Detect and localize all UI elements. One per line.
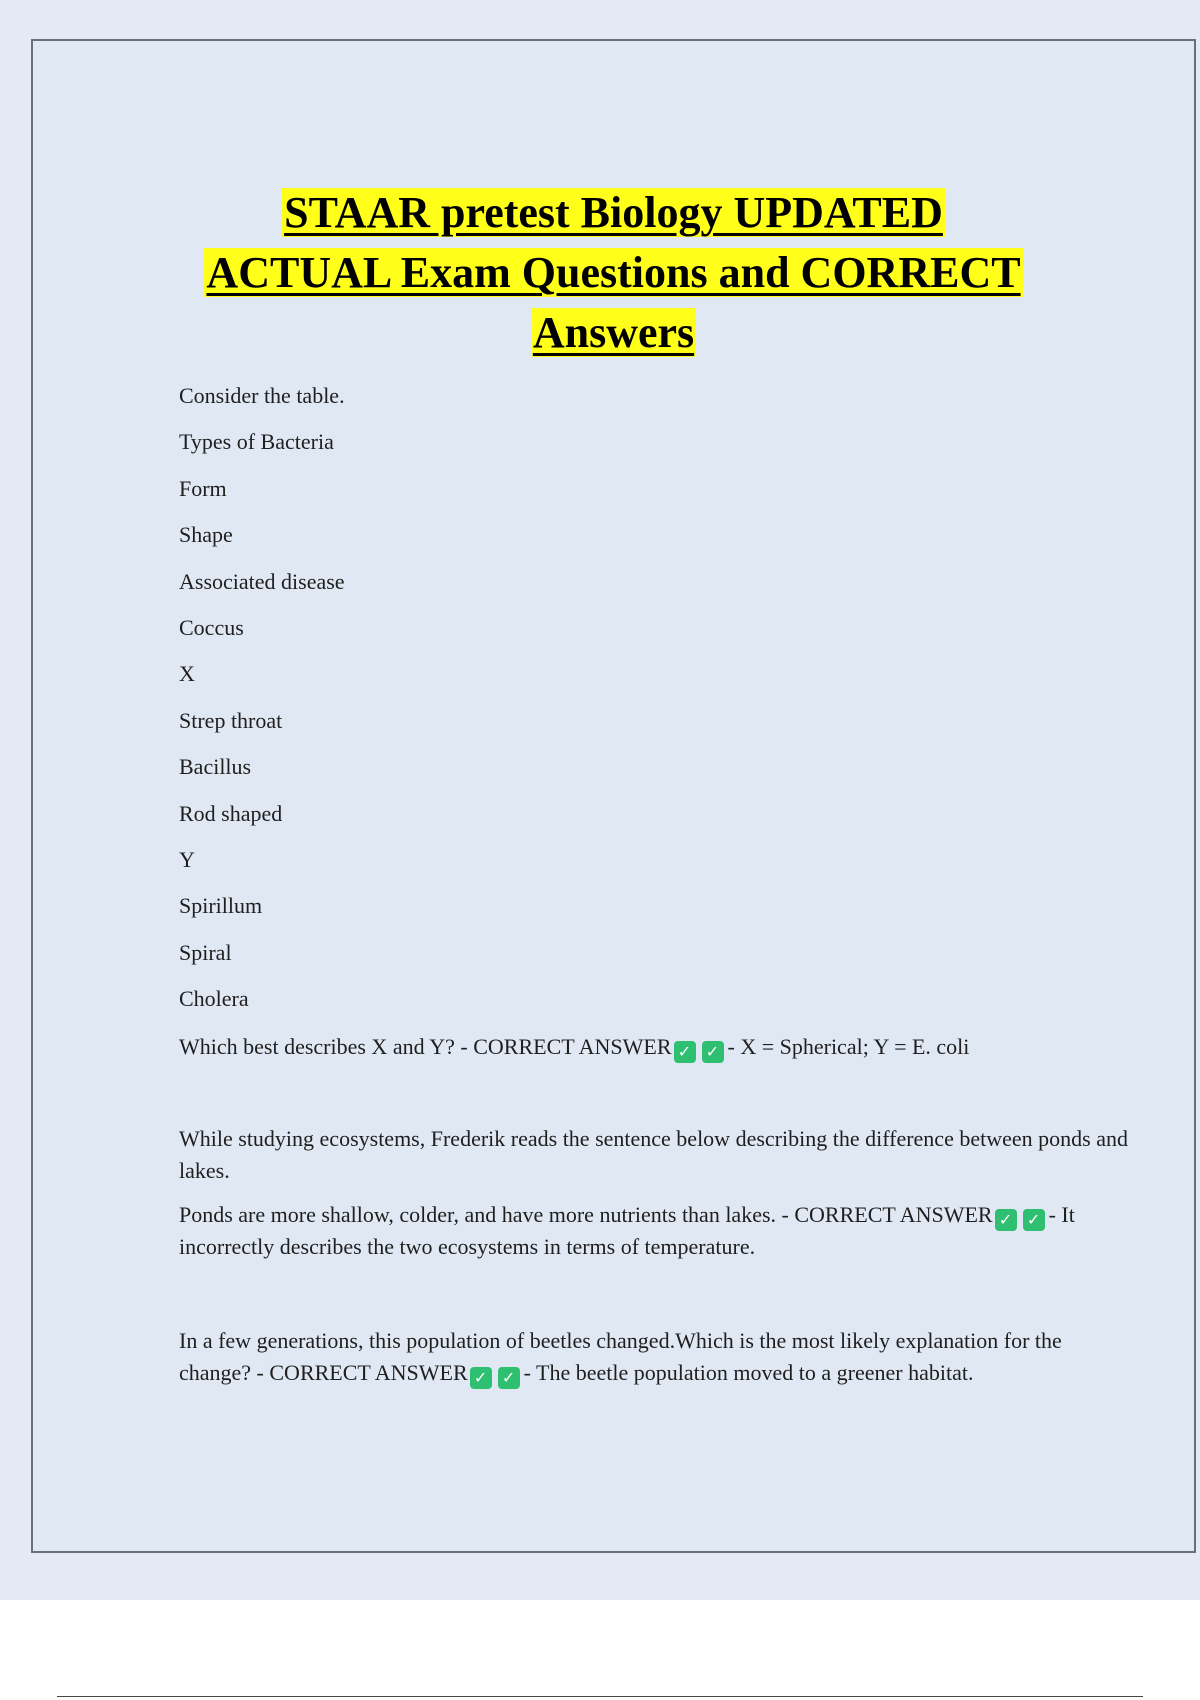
text-line: Rod shaped	[179, 800, 283, 826]
text-line: X	[179, 661, 195, 687]
title-line-3: Answers	[532, 308, 695, 357]
question-and-answer	[179, 1199, 1129, 1263]
text-line: Bacillus	[179, 754, 252, 780]
text-line: Consider the table.	[179, 383, 345, 408]
question-text: In a few generations, this population of beetles changed.Which is the most likely explanation for the change? - CORRECT ANSWER	[179, 1327, 1062, 1385]
title-line-1: STAAR pretest Biology UPDATED	[284, 188, 943, 237]
answer-text: - X = Spherical; Y = E. coli	[727, 1034, 970, 1060]
question-text: Which best describes X and Y? - CORRECT ANSWER	[179, 1034, 672, 1060]
question-and-answer	[179, 1325, 1129, 1389]
question-text: Ponds are more shallow, colder, and have more nutrients than lakes. - CORRECT ANSWER	[179, 1201, 993, 1227]
text-line: Associated disease	[179, 568, 345, 594]
check-mark-icon: ✓	[995, 1209, 1017, 1231]
text-line: Shape	[179, 522, 233, 548]
document-page	[31, 39, 1196, 1553]
text-line: Y	[179, 846, 195, 872]
qa-item-1	[179, 1030, 1129, 1076]
document-body	[179, 379, 1129, 1389]
answer-text: - It incorrectly describes the two ecosystems in terms of temperature.	[179, 1201, 1075, 1259]
text-line: Spiral	[179, 939, 232, 965]
footer-divider	[57, 1696, 1143, 1697]
check-mark-icon: ✓	[498, 1367, 520, 1389]
text-line: Cholera	[179, 986, 249, 1012]
qa-item-3	[179, 1325, 1129, 1389]
text-line: Coccus	[179, 614, 244, 640]
document-title	[33, 183, 1194, 363]
text-line: Types of Bacteria	[179, 429, 334, 455]
title-line-2: ACTUAL Exam Questions and CORRECT	[206, 248, 1021, 297]
question-intro: While studying ecosystems, Frederik reads the sentence below describing the difference between ponds and lakes.	[179, 1125, 1128, 1183]
text-line: Strep throat	[179, 707, 283, 733]
text-line: Form	[179, 475, 227, 501]
check-mark-icon: ✓	[470, 1367, 492, 1389]
answer-text: - The beetle population moved to a greener habitat.	[523, 1359, 974, 1385]
text-line: Spirillum	[179, 893, 263, 919]
qa-item-2	[179, 1123, 1129, 1263]
check-mark-icon: ✓	[1023, 1209, 1045, 1231]
check-mark-icon: ✓	[674, 1041, 696, 1063]
check-mark-icon: ✓	[702, 1041, 724, 1063]
